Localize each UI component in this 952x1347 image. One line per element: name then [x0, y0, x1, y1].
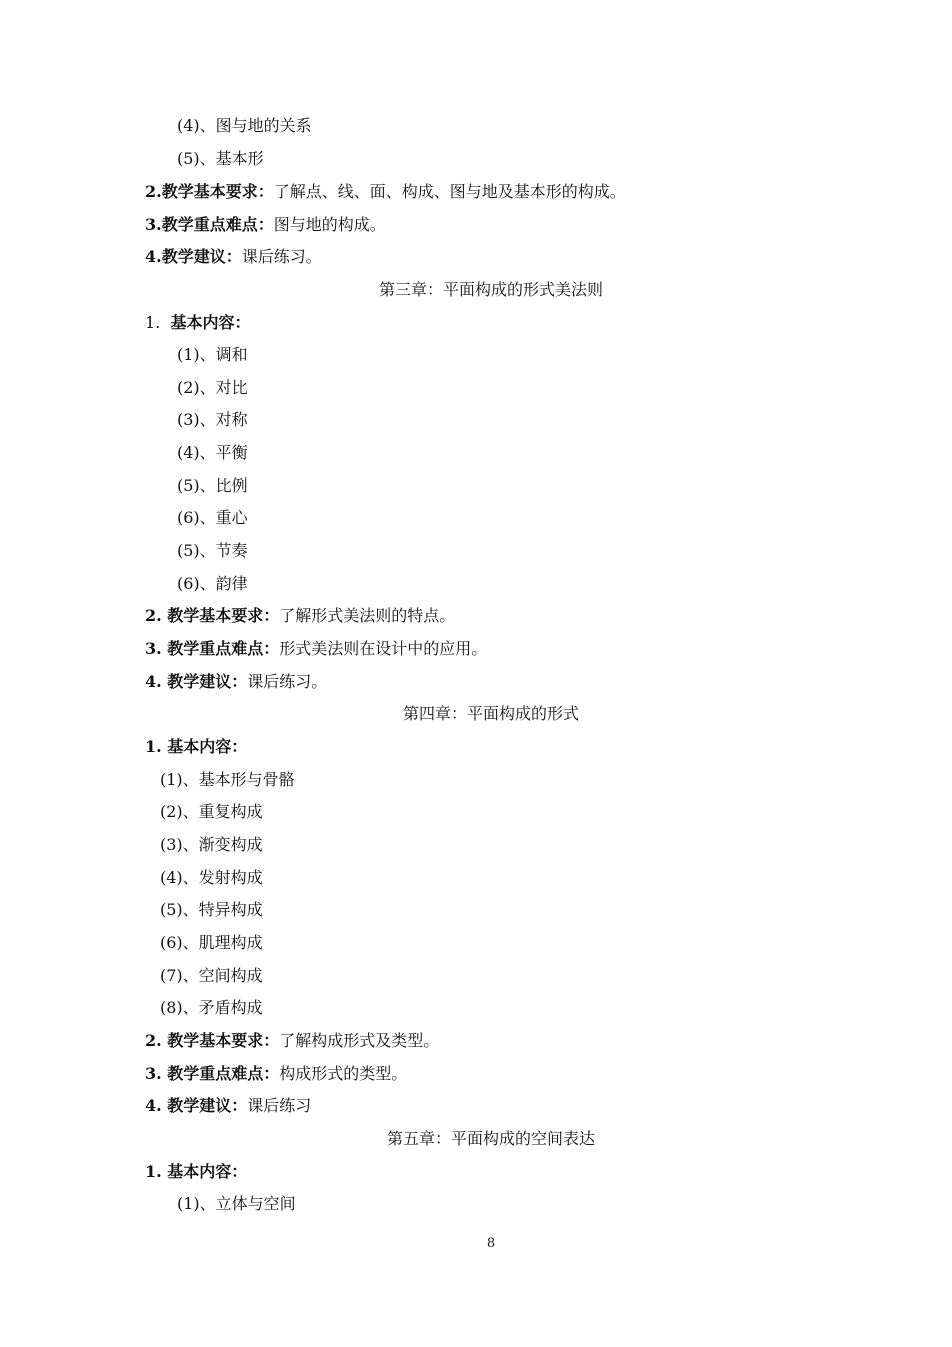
advice-line: [145, 247, 322, 267]
label: 4. 教学建议：: [145, 672, 248, 691]
list-item: (5)、节奏: [177, 541, 248, 560]
list-item: (1)、调和: [177, 345, 248, 364]
advice-line: [145, 1096, 311, 1116]
heading-number: 1.: [145, 313, 161, 332]
text: 构成形式的类型。: [279, 1064, 408, 1083]
content-heading: 1. 基本内容：: [145, 737, 248, 756]
chapter-title: 第五章：平面构成的空间表达: [386, 1129, 595, 1148]
list-item: (4)、发射构成: [160, 868, 263, 887]
list-item: (1)、立体与空间: [177, 1194, 296, 1213]
label: 4. 教学建议：: [145, 1096, 248, 1115]
label: 2.教学基本要求：: [145, 182, 274, 201]
content-heading: [145, 313, 250, 333]
label: 3. 教学重点难点：: [145, 1064, 280, 1083]
list-item: (3)、对称: [177, 410, 248, 429]
text: 了解点、线、面、构成、图与地及基本形的构成。: [273, 182, 626, 201]
text: 课后练习: [247, 1096, 312, 1115]
list-item: (6)、肌理构成: [160, 933, 263, 952]
list-item: (7)、空间构成: [160, 966, 263, 985]
key-points-line: [145, 215, 386, 235]
requirement-line: [145, 606, 455, 626]
list-item: (4)、平衡: [177, 443, 248, 462]
list-item: (5)、基本形: [177, 149, 264, 168]
list-item: (3)、渐变构成: [160, 835, 263, 854]
label: 2. 教学基本要求：: [145, 606, 280, 625]
list-item: (6)、韵律: [177, 574, 248, 593]
key-points-line: [145, 1064, 407, 1084]
chapter-title: 第四章：平面构成的形式: [402, 704, 579, 723]
text: 图与地的构成。: [273, 215, 386, 234]
label: 4.教学建议：: [145, 247, 242, 266]
text: 了解构成形式及类型。: [279, 1031, 440, 1050]
page-number: 8: [486, 1236, 496, 1251]
text: 了解形式美法则的特点。: [279, 606, 456, 625]
heading-label: 基本内容：: [170, 313, 251, 332]
list-item: (6)、重心: [177, 508, 248, 527]
list-item: (1)、基本形与骨骼: [160, 770, 295, 789]
list-item: (8)、矛盾构成: [160, 998, 263, 1017]
label: 2. 教学基本要求：: [145, 1031, 280, 1050]
key-points-line: [145, 639, 487, 659]
label: 3.教学重点难点：: [145, 215, 274, 234]
text: 课后练习。: [247, 672, 328, 691]
list-item: (4)、图与地的关系: [177, 116, 312, 135]
requirement-line: [145, 182, 626, 202]
requirement-line: [145, 1031, 439, 1051]
advice-line: [145, 672, 327, 692]
list-item: (2)、重复构成: [160, 802, 263, 821]
list-item: (5)、特异构成: [160, 900, 263, 919]
content-heading: 1. 基本内容：: [145, 1162, 248, 1181]
list-item: (5)、比例: [177, 476, 248, 495]
list-item: (2)、对比: [177, 378, 248, 397]
text: 形式美法则在设计中的应用。: [279, 639, 488, 658]
text: 课后练习。: [241, 247, 322, 266]
label: 3. 教学重点难点：: [145, 639, 280, 658]
chapter-title: 第三章：平面构成的形式美法则: [378, 280, 603, 299]
